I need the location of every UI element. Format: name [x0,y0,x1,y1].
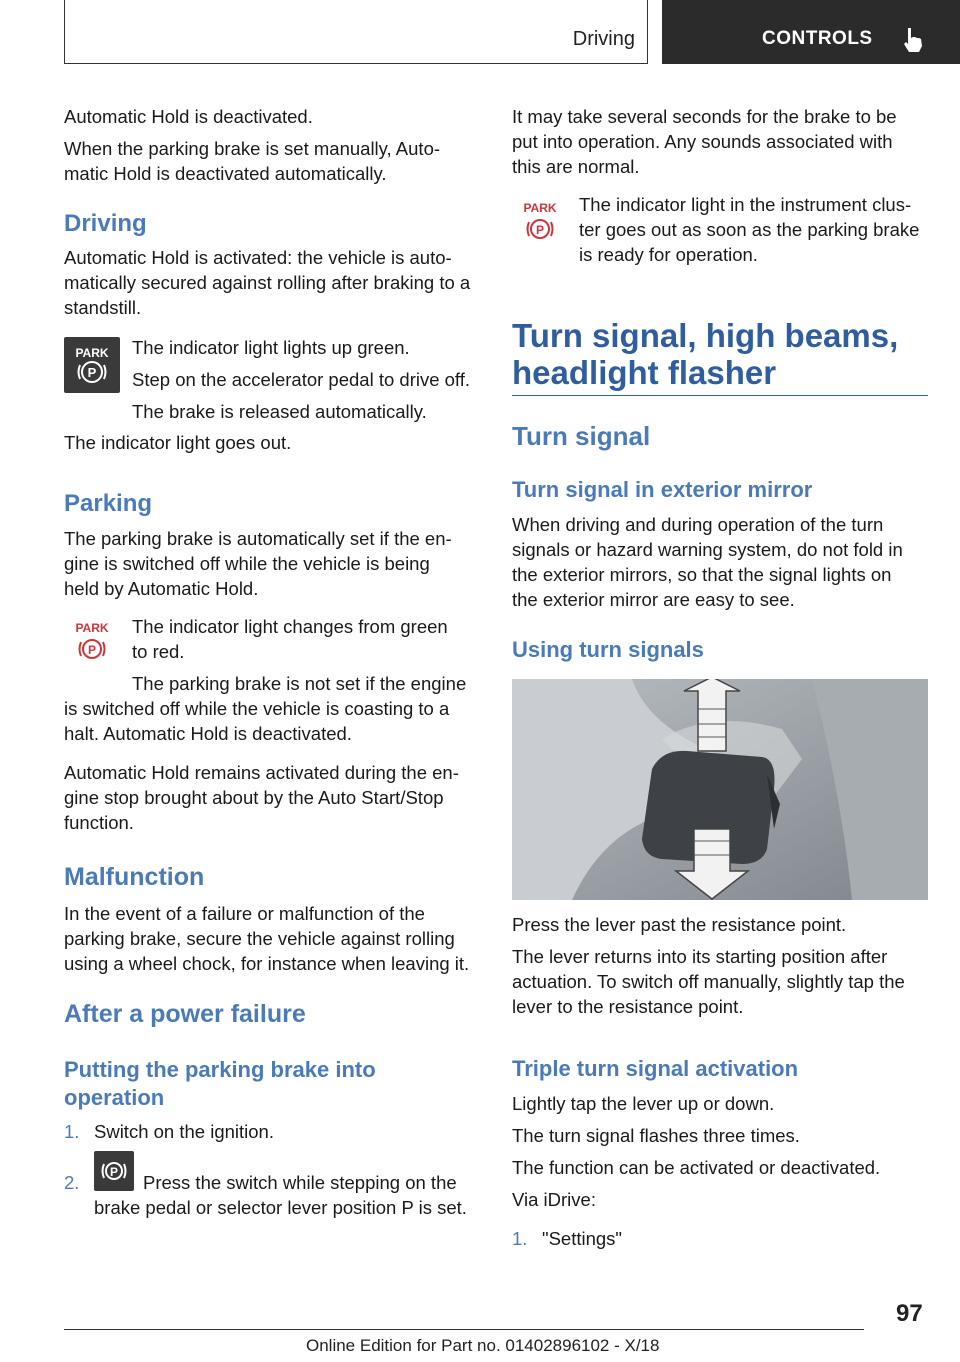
text-line: signals or hazard warning system, do not fold in [512,539,903,560]
turn-signal-lever-illustration [512,679,928,900]
heading-parking: Parking [64,490,153,517]
text-line: actuation. To switch off manually, slightly tap the [512,971,905,992]
using-text [512,912,932,1019]
text-line: When driving and during operation of the turn [512,514,884,535]
text-line: In the event of a failure or malfunction of the [64,903,425,924]
text-line: lever to the resistance point. [512,996,744,1017]
svg-text:P: P [87,365,97,380]
text-line: The parking brake is not set if the engine [132,673,467,694]
driving-text [64,245,484,320]
text-line: Press the switch while stepping on the [143,1172,457,1193]
parking-indicator-text [132,614,482,696]
step-text: "Settings" [542,1228,622,1249]
text-line: The indicator light goes out. [64,432,292,453]
text-line: to red. [132,641,185,662]
text-line: Automatic Hold is activated: the vehicle is auto‐ [64,247,452,268]
svg-text:P: P [109,1165,119,1179]
text-line: is switched off while the vehicle is coasting to a [64,698,450,719]
text-line: brake pedal or selector lever position P is set. [94,1197,467,1218]
heading-turn-signal: Turn signal [512,421,651,451]
heading-line: headlight flasher [512,354,777,391]
heading-line: Putting the parking brake into [64,1057,376,1082]
heading-driving: Driving [64,210,147,237]
step-number: 2. [64,1172,80,1193]
header-chapter-box [662,0,960,64]
text-line: Press the lever past the resistance point. [512,914,847,935]
park-switch-symbol-icon [94,1151,134,1191]
heading-using-turn-signals: Using turn signals [512,637,704,662]
svg-text:P: P [535,223,545,237]
header-section-box [64,0,648,64]
footer-edition: Online Edition for Part no. 01402896102 - X/18 [306,1336,660,1355]
heading-rule [512,395,928,396]
text-line: The parking brake is automatically set if the en‐ [64,528,452,549]
mirror-text [512,512,932,612]
text-line: The turn signal flashes three times. [512,1125,800,1146]
park-red-symbol-icon [512,192,568,248]
indicator-text [132,335,482,424]
text-line: parking brake, secure the vehicle against rolling [64,928,455,949]
text-line: The indicator light in the instrument clus‐ [579,194,912,215]
svg-text:P: P [87,643,97,657]
text-line: the exterior mirror are easy to see. [512,589,795,610]
park-label: PARK [523,201,557,215]
right-intro-text [512,104,932,179]
text-line: put into operation. Any sounds associated with [512,131,893,152]
text-line: It may take several seconds for the brake to be [512,106,897,127]
text-line: Step on the accelerator pedal to drive off. [132,369,471,390]
step-number: 1. [512,1228,528,1249]
parking-more-text [64,696,484,835]
park-label: PARK [75,346,109,360]
park-red-indicator-icon [64,612,120,668]
park-symbol-icon [64,337,120,393]
park-indicator-icon [64,337,120,393]
settings-step [512,1226,932,1251]
text-line: matic Hold is deactivated automatically. [64,163,387,184]
text-line: the exterior mirrors, so that the signal lights on [512,564,892,585]
park-switch-icon [94,1151,134,1191]
step-number: 1. [64,1121,80,1142]
left-column [64,104,484,186]
text-line: Via iDrive: [512,1189,596,1210]
text-line: The indicator light lights up green. [132,337,410,358]
text-line: The function can be activated or deactivated. [512,1157,881,1178]
heading-putting-into-operation [64,1056,376,1112]
malfunction-text [64,901,484,976]
park-red-symbol-icon [64,612,120,668]
text-line: held by Automatic Hold. [64,578,259,599]
text-line: halt. Automatic Hold is deactivated. [64,723,352,744]
text-line: is ready for operation. [579,244,758,265]
header-chapter-title: CONTROLS [762,28,873,49]
text-line: Lightly tap the lever up or down. [512,1093,775,1114]
text-line: When the parking brake is set manually, Auto‐ [64,138,441,159]
text-line: gine is switched off while the vehicle is being [64,553,430,574]
right-indicator-text [579,192,934,267]
text-line: gine stop brought about by the Auto Start/Stop [64,787,444,808]
text-line: standstill. [64,297,142,318]
hand-pointer-icon [898,24,928,54]
header-section-title: Driving [572,28,635,50]
heading-malfunction: Malfunction [64,863,205,891]
park-label: PARK [75,621,109,635]
heading-triple-turn-signal: Triple turn signal activation [512,1056,799,1081]
heading-turn-signal-mirror: Turn signal in exterior mirror [512,477,813,502]
text-line: matically secured against rolling after braking to a [64,272,471,293]
footer-rule [64,1329,864,1330]
heading-line: operation [64,1085,165,1110]
park-red-indicator-icon [512,192,568,248]
step-1 [64,1119,484,1144]
text-line: function. [64,812,134,833]
step-text: Switch on the ignition. [94,1121,274,1142]
text-line: Automatic Hold remains activated during the en‐ [64,762,459,783]
chapter-heading [512,317,928,391]
triple-text [512,1091,932,1251]
text-line: The brake is released automatically. [132,401,427,422]
text-line: The lever returns into its starting position after [512,946,888,967]
text-line: Automatic Hold is deactivated. [64,106,313,127]
heading-power-failure: After a power failure [64,1000,306,1028]
heading-line: Turn signal, high beams, [512,317,899,354]
parking-text [64,526,484,601]
text-line: ter goes out as soon as the parking brake [579,219,920,240]
page-number: 97 [896,1300,923,1327]
text-line: using a wheel chock, for instance when leaving it. [64,953,470,974]
turn-signal-lever-image [512,679,928,900]
text-line: this are normal. [512,156,640,177]
text-line: The indicator light changes from green [132,616,448,637]
